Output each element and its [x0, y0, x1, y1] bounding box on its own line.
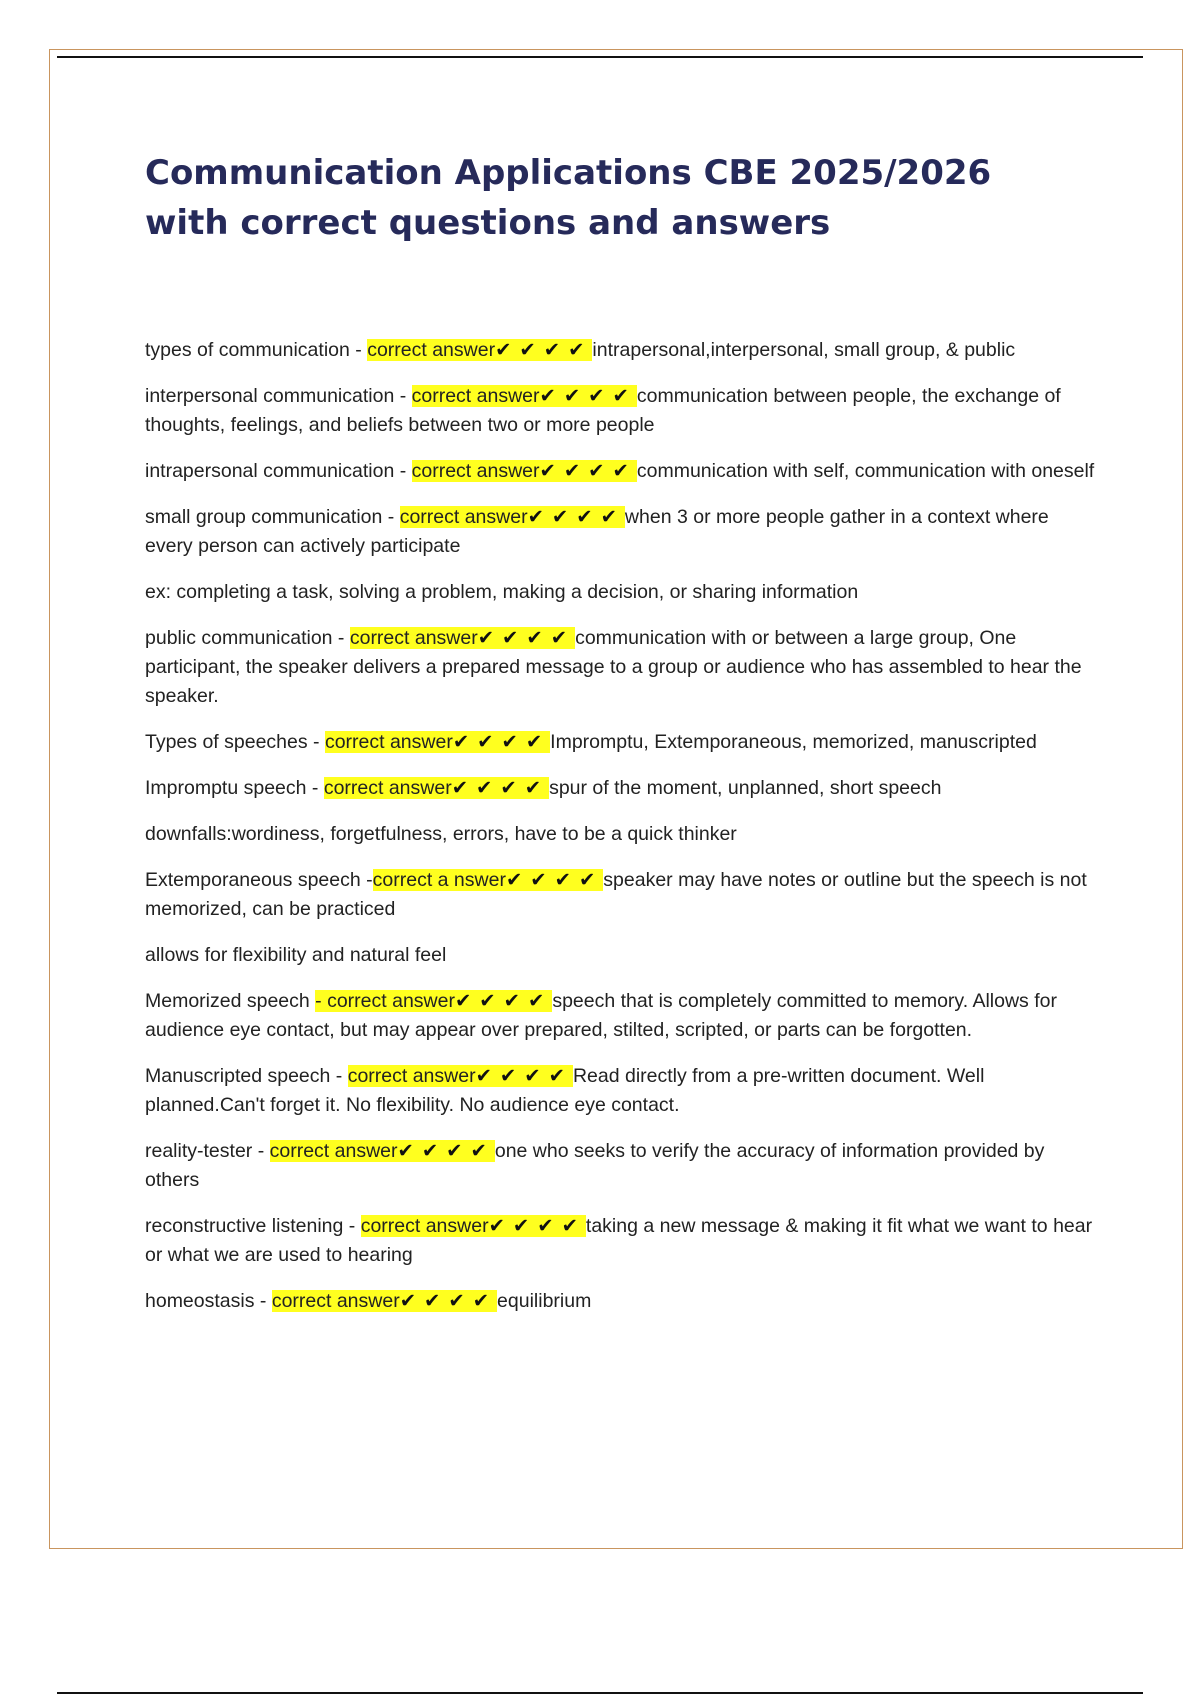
answer-highlight: [350, 627, 575, 649]
answer-definition: spur of the moment, unplanned, short speech: [549, 777, 942, 799]
qa-list: [145, 336, 1095, 1333]
answer-definition: communication with self, communication with oneself: [636, 460, 1095, 482]
check-marks-icon: ✔✔✔✔: [399, 1290, 498, 1312]
check-marks-icon: ✔✔✔✔: [495, 339, 593, 361]
note-line: allows for flexibility and natural feel: [145, 944, 447, 966]
question-term: types of communication -: [145, 339, 362, 361]
question-term: intrapersonal communication -: [145, 460, 407, 482]
answer-definition: Read directly from a pre-written document. Well planned.Can't forget it. No flexibility. No audience eye contact.: [145, 1065, 985, 1116]
answer-label: correct answer: [271, 1290, 400, 1312]
bottom-rule: [57, 1692, 1143, 1694]
top-rule: [57, 56, 1143, 58]
answer-highlight: [272, 1290, 497, 1312]
note-line: downfalls:wordiness, forgetfulness, errors, have to be a quick thinker: [145, 823, 737, 845]
answer-label: correct answer: [411, 460, 540, 482]
check-marks-icon: ✔✔✔✔: [475, 1065, 573, 1087]
question-term: Extemporaneous speech -: [145, 869, 373, 891]
qa-entry: [145, 987, 1095, 1045]
question-term: reality-tester -: [145, 1140, 265, 1162]
answer-label: correct answer: [349, 627, 478, 649]
answer-label: correct answer: [323, 777, 452, 799]
check-marks-icon: ✔✔✔✔: [454, 990, 553, 1012]
question-term: public communication -: [145, 627, 345, 649]
answer-definition: when 3 or more people gather in a context where every person can actively participate: [145, 506, 1049, 557]
page-title: Communication Applications CBE 2025/2026 with correct questions and answers: [145, 153, 992, 243]
answer-highlight: [270, 1140, 495, 1162]
qa-entry: [145, 382, 1095, 440]
check-marks-icon: ✔✔✔✔: [451, 777, 550, 799]
question-term: Manuscripted speech -: [145, 1065, 343, 1087]
answer-highlight: [412, 460, 637, 482]
qa-entry: [145, 728, 1095, 757]
answer-definition: Impromptu, Extemporaneous, memorized, manuscripted: [550, 731, 1037, 753]
check-marks-icon: ✔✔✔✔: [505, 869, 604, 891]
question-term: Memorized speech: [145, 990, 310, 1012]
answer-label: correct a nswer: [372, 869, 506, 891]
answer-definition: communication with or between a large group, One participant, the speaker delivers a prepared message to a group or audience who has assembled to hear the speaker.: [145, 627, 1082, 707]
answer-label: correct answer: [347, 1065, 476, 1087]
answer-highlight: [412, 385, 637, 407]
answer-label: correct answer: [411, 385, 540, 407]
qa-entry: [145, 457, 1095, 486]
question-term: Impromptu speech -: [145, 777, 319, 799]
answer-definition: communication between people, the exchange of thoughts, feelings, and beliefs between two or more people: [145, 385, 1061, 436]
question-term: interpersonal communication -: [145, 385, 407, 407]
answer-definition: intrapersonal,interpersonal, small group, & public: [592, 339, 1016, 361]
answer-label: correct answer: [367, 339, 496, 361]
question-term: homeostasis -: [145, 1290, 267, 1312]
answer-highlight: [367, 339, 592, 361]
answer-highlight: [325, 731, 550, 753]
qa-entry: [145, 1287, 1095, 1316]
qa-entry: [145, 866, 1095, 924]
answer-definition: one who seeks to verify the accuracy of information provided by others: [145, 1140, 1045, 1191]
answer-highlight: [373, 869, 604, 891]
answer-highlight: [361, 1215, 586, 1237]
answer-definition: taking a new message & making it fit what we want to hear or what we are used to hearing: [145, 1215, 1093, 1266]
check-marks-icon: ✔✔✔✔: [539, 460, 637, 482]
answer-definition: equilibrium: [497, 1290, 592, 1312]
answer-label: correct answer: [324, 731, 453, 753]
check-marks-icon: ✔✔✔✔: [539, 385, 637, 407]
check-marks-icon: ✔✔✔✔: [452, 731, 551, 753]
answer-highlight: [324, 777, 549, 799]
note-line: ex: completing a task, solving a problem, making a decision, or sharing information: [145, 581, 859, 603]
check-marks-icon: ✔✔✔✔: [477, 627, 576, 649]
answer-label: - correct answer: [315, 990, 455, 1012]
answer-label: correct answer: [399, 506, 528, 528]
qa-entry: [145, 774, 1095, 803]
qa-entry: [145, 1062, 1095, 1120]
question-term: small group communication -: [145, 506, 395, 528]
answer-highlight: [315, 990, 552, 1012]
question-term: Types of speeches -: [145, 731, 320, 753]
qa-entry: [145, 624, 1095, 711]
question-term: reconstructive listening -: [145, 1215, 356, 1237]
qa-entry: [145, 336, 1095, 365]
qa-entry: [145, 503, 1095, 561]
answer-label: correct answer: [269, 1140, 398, 1162]
answer-highlight: [348, 1065, 573, 1087]
answer-label: correct answer: [360, 1215, 489, 1237]
answer-highlight: [400, 506, 625, 528]
check-marks-icon: ✔✔✔✔: [488, 1215, 586, 1237]
check-marks-icon: ✔✔✔✔: [397, 1140, 495, 1162]
answer-definition: speaker may have notes or outline but the speech is not memorized, can be practiced: [145, 869, 1087, 920]
answer-definition: speech that is completely committed to memory. Allows for audience eye contact, but may appear over prepared, stilted, scripted, or parts can be forgotten.: [145, 990, 1057, 1041]
qa-entry: [145, 1212, 1095, 1270]
qa-entry: [145, 1137, 1095, 1195]
check-marks-icon: ✔✔✔✔: [527, 506, 625, 528]
